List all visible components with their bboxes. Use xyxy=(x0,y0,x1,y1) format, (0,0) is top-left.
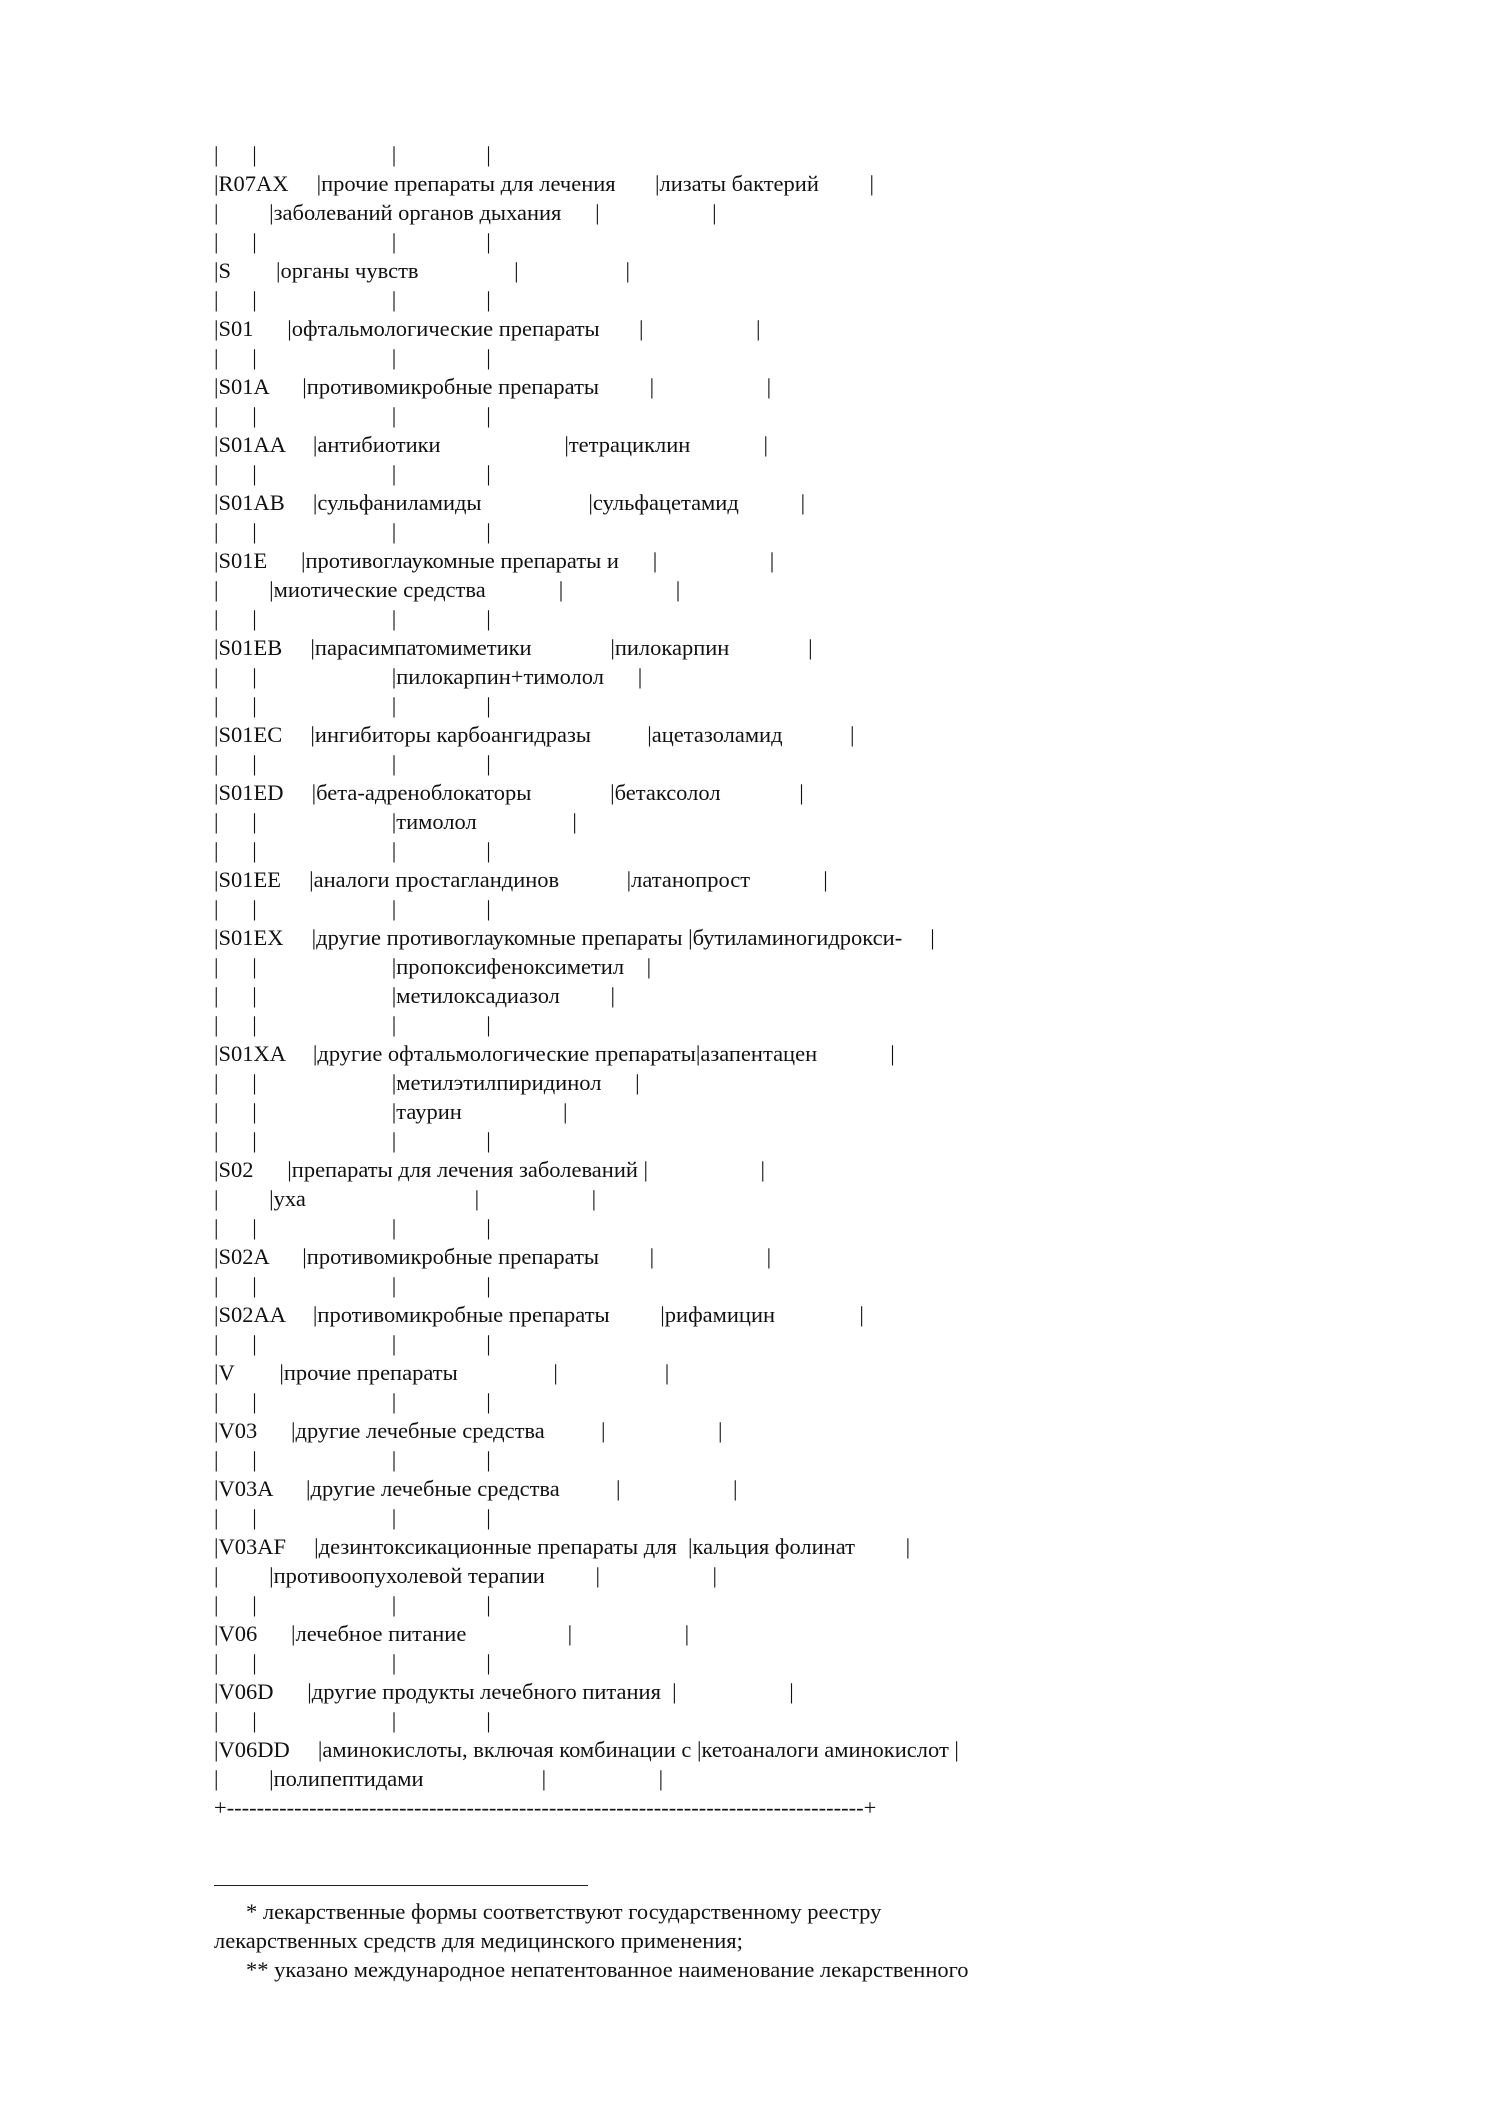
listing-line: |V06DD |аминокислоты, включая комбинации с |кетоаналоги аминокислот | xyxy=(214,1737,959,1762)
listing-line: |V |прочие препараты | | xyxy=(214,1360,670,1385)
listing-line: | | | | xyxy=(214,345,491,370)
listing-line: | | | | xyxy=(214,1650,491,1675)
listing-line: |S01A |противомикробные препараты | | xyxy=(214,374,772,399)
listing-line: | | |пилокарпин+тимолол | xyxy=(214,664,643,689)
listing-line: |V06D |другие продукты лечебного питания | | xyxy=(214,1679,794,1704)
listing-line: | | | | xyxy=(214,606,491,631)
listing-line: | | |метилэтилпиридинол | xyxy=(214,1070,640,1095)
footnote-separator xyxy=(214,1885,588,1886)
listing-line: | | | | xyxy=(214,403,491,428)
listing-line: | | | | xyxy=(214,1447,491,1472)
footnote-1-continuation: лекарственных средств для медицинского применения; xyxy=(214,1928,743,1953)
listing-line: | | | | xyxy=(214,896,491,921)
listing-line: |V03AF |дезинтоксикационные препараты для |кальция фолинат | xyxy=(214,1534,911,1559)
listing-line: | |противоопухолевой терапии | | xyxy=(214,1563,717,1588)
listing-line: | | |тимолол | xyxy=(214,809,577,834)
listing-line: | | |таурин | xyxy=(214,1099,568,1124)
listing-line: |V03A |другие лечебные средства | | xyxy=(214,1476,738,1501)
listing-line: | | | | xyxy=(214,838,491,863)
listing-line: | | | | xyxy=(214,1012,491,1037)
listing-line: | | |метилоксадиазол | xyxy=(214,983,616,1008)
listing-line: |S01EE |аналоги простагландинов |латанопрост | xyxy=(214,867,828,892)
listing-line: | |миотические средства | | xyxy=(214,577,681,602)
listing-line: |S01E |противоглаукомные препараты и | | xyxy=(214,548,775,573)
listing-line: +-------------------------------------------------------------------------------------+ xyxy=(214,1795,877,1820)
listing-line: | | | | xyxy=(214,229,491,254)
listing-line: | | | | xyxy=(214,142,491,167)
listing-line: | | | | xyxy=(214,693,491,718)
footnotes xyxy=(214,1897,1084,1984)
listing-line: |S02 |препараты для лечения заболеваний | | xyxy=(214,1157,766,1182)
listing-line: |R07AX |прочие препараты для лечения |лизаты бактерий | xyxy=(214,171,875,196)
listing-line: | | | | xyxy=(214,461,491,486)
listing-line: |S01 |офтальмологические препараты | | xyxy=(214,316,761,341)
listing-line: |S02A |противомикробные препараты | | xyxy=(214,1244,772,1269)
listing-line: |S |органы чувств | | xyxy=(214,258,631,283)
listing-line: | | | | xyxy=(214,1389,491,1414)
listing-line: | |полипептидами | | xyxy=(214,1766,664,1791)
listing-line: |S01EX |другие противоглаукомные препараты |бутиламиногидрокси- | xyxy=(214,925,935,950)
listing-line: | | | | xyxy=(214,1331,491,1356)
listing-line: |V03 |другие лечебные средства | | xyxy=(214,1418,723,1443)
listing-line: |S01XA |другие офтальмологические препараты|азапентацен | xyxy=(214,1041,895,1066)
listing-line: | | | | xyxy=(214,1215,491,1240)
listing-line: | |уха | | xyxy=(214,1186,597,1211)
footnote-1: * лекарственные формы соответствуют государственному реестру xyxy=(246,1899,882,1924)
listing-line: | | | | xyxy=(214,1708,491,1733)
listing-line: | | | | xyxy=(214,1505,491,1530)
listing-line: | | | | xyxy=(214,287,491,312)
listing-line: |S01EB |парасимпатомиметики |пилокарпин | xyxy=(214,635,813,660)
footnote-2: ** указано международное непатентованное наименование лекарственного xyxy=(246,1957,969,1982)
atc-classification-listing xyxy=(214,140,959,1822)
listing-line: |S02AA |противомикробные препараты |рифамицин | xyxy=(214,1302,864,1327)
listing-line: | | | | xyxy=(214,1128,491,1153)
listing-line: | | | | xyxy=(214,1592,491,1617)
listing-line: | | | | xyxy=(214,751,491,776)
listing-line: | | | | xyxy=(214,1273,491,1298)
listing-line: |S01AB |сульфаниламиды |сульфацетамид | xyxy=(214,490,806,515)
listing-line: |V06 |лечебное питание | | xyxy=(214,1621,690,1646)
listing-line: | | |пропоксифеноксиметил | xyxy=(214,954,652,979)
listing-line: |S01AA |антибиотики |тетрациклин | xyxy=(214,432,768,457)
listing-line: | |заболеваний органов дыхания | | xyxy=(214,200,717,225)
listing-line: | | | | xyxy=(214,519,491,544)
listing-line: |S01EC |ингибиторы карбоангидразы |ацетазоламид | xyxy=(214,722,855,747)
listing-line: |S01ED |бета-адреноблокаторы |бетаксолол | xyxy=(214,780,804,805)
